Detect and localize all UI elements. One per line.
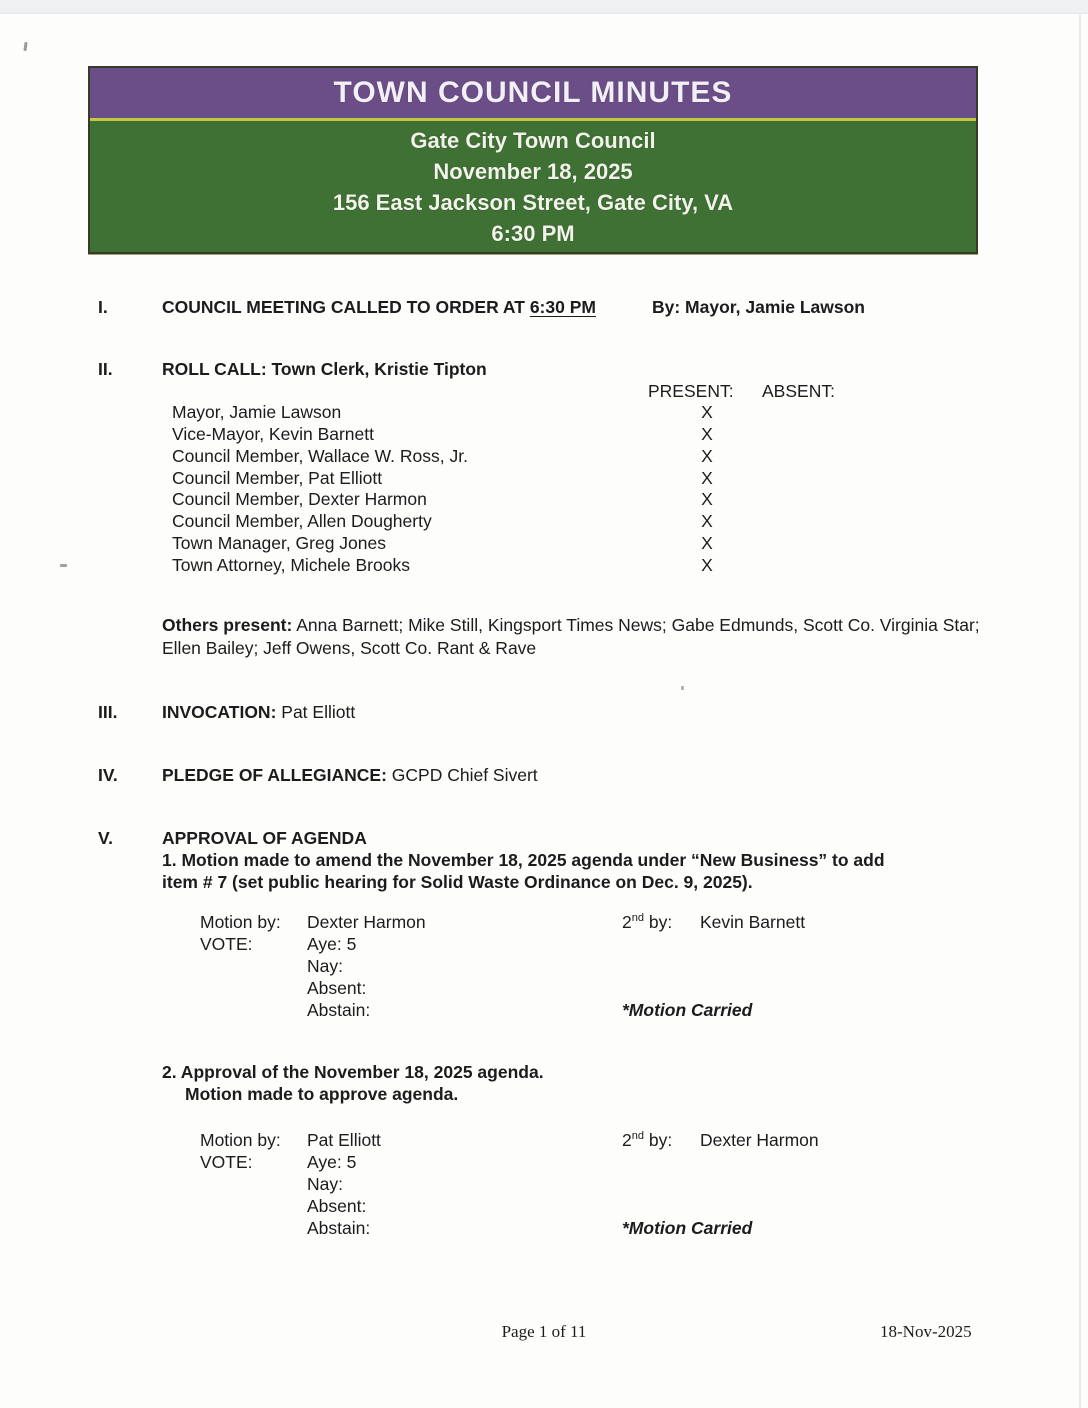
vote-absent: Absent: (307, 1196, 367, 1216)
document-title: TOWN COUNCIL MINUTES (333, 76, 733, 109)
vote-nay: Nay: (307, 956, 343, 976)
second-by-num: 2 (622, 1130, 632, 1150)
others-present (162, 614, 998, 659)
scan-artifact (23, 42, 27, 51)
roll-call-name: Town Attorney, Michele Brooks (172, 555, 410, 575)
present-mark: X (701, 446, 713, 466)
section-1-heading-text: COUNCIL MEETING CALLED TO ORDER AT (162, 297, 530, 317)
others-present-label: Others present: (162, 615, 293, 635)
agenda-item-1-line-2: item # 7 (set public hearing for Solid Waste Ordinance on Dec. 9, 2025). (162, 872, 753, 892)
section-5-heading: APPROVAL OF AGENDA (162, 828, 367, 848)
vote-aye: Aye: 5 (307, 934, 357, 954)
vote-absent: Absent: (307, 978, 367, 998)
roll-call-name: Council Member, Allen Dougherty (172, 511, 432, 531)
roll-call-name: Council Member, Wallace W. Ross, Jr. (172, 446, 468, 466)
second-by-num: 2 (622, 912, 632, 932)
scan-edge-right (1079, 13, 1081, 1408)
present-mark: X (701, 489, 713, 509)
scan-artifact (60, 564, 67, 567)
vote-aye: Aye: 5 (307, 1152, 357, 1172)
agenda-item-2-line-2: Motion made to approve agenda. (185, 1084, 459, 1104)
present-mark: X (701, 468, 713, 488)
second-by-ordinal: nd (631, 912, 644, 925)
section-2-heading: ROLL CALL: Town Clerk, Kristie Tipton (162, 359, 487, 379)
header-banner (88, 66, 978, 254)
present-mark: X (701, 402, 713, 422)
second-by-name: Dexter Harmon (700, 1130, 819, 1150)
agenda-item-2-line-1: 2. Approval of the November 18, 2025 agenda. (162, 1062, 544, 1082)
roll-call-name: Town Manager, Greg Jones (172, 533, 387, 553)
invocation-label: INVOCATION: (162, 702, 277, 722)
section-3-heading (162, 702, 355, 723)
section-2-numeral: II. (98, 359, 113, 379)
present-mark: X (701, 555, 713, 575)
title-banner (90, 68, 976, 121)
others-present-text: Anna Barnett; Mike Still, Kingsport Times News; Gabe Edmunds, Scott Co. Virginia Star; Ellen Bailey; Jeff Owens, Scott Co. Rant & Rave (162, 615, 980, 658)
roll-call-name: Mayor, Jamie Lawson (172, 402, 342, 422)
section-4-heading (162, 765, 538, 786)
meeting-org: Gate City Town Council (410, 128, 656, 153)
present-column-label: PRESENT: (648, 381, 734, 401)
scan-edge-top (0, 0, 1088, 14)
absent-column-label: ABSENT: (762, 381, 835, 401)
second-by-name: Kevin Barnett (700, 912, 806, 932)
agenda-item-1-line-1: 1. Motion made to amend the November 18, 2025 agenda under “New Business” to add (162, 850, 885, 870)
second-by-text: by: (643, 912, 673, 932)
pledge-label: PLEDGE OF ALLEGIANCE: (162, 765, 387, 785)
motion-result: *Motion Carried (622, 1000, 753, 1020)
present-mark: X (701, 511, 713, 531)
second-by-text: by: (643, 1130, 673, 1150)
meeting-address: 156 East Jackson Street, Gate City, VA (332, 190, 734, 215)
meeting-time: 6:30 PM (491, 221, 575, 246)
motion-by-label: Motion by: (200, 912, 281, 932)
vote-abstain: Abstain: (307, 1218, 371, 1238)
meeting-date: November 18, 2025 (433, 159, 633, 184)
vote-label: VOTE: (200, 1152, 253, 1172)
motion-by-name: Pat Elliott (307, 1130, 381, 1150)
vote-label: VOTE: (200, 934, 253, 954)
roll-call-name: Council Member, Dexter Harmon (172, 489, 427, 509)
scan-artifact (681, 686, 684, 690)
section-1-heading (162, 297, 596, 318)
meeting-time-underlined: 6:30 PM (529, 297, 596, 317)
motion-result: *Motion Carried (622, 1218, 753, 1238)
page-number: Page 1 of 11 (501, 1322, 587, 1341)
motion-by-name: Dexter Harmon (307, 912, 426, 932)
footer-date: 18-Nov-2025 (880, 1322, 972, 1341)
second-by-label (622, 912, 672, 933)
second-by-ordinal: nd (631, 1130, 644, 1143)
roll-call-name: Vice-Mayor, Kevin Barnett (172, 424, 374, 444)
present-mark: X (701, 424, 713, 444)
section-5-numeral: V. (98, 828, 113, 848)
present-mark: X (701, 533, 713, 553)
invocation-person: Pat Elliott (276, 702, 356, 722)
section-4-numeral: IV. (98, 765, 118, 785)
called-by-text: By: Mayor, Jamie Lawson (652, 297, 865, 317)
vote-abstain: Abstain: (307, 1000, 371, 1020)
motion-by-label: Motion by: (200, 1130, 281, 1150)
section-3-numeral: III. (98, 702, 118, 722)
roll-call-name: Council Member, Pat Elliott (172, 468, 383, 488)
vote-nay: Nay: (307, 1174, 343, 1194)
pledge-person: GCPD Chief Sivert (386, 765, 538, 785)
meeting-info-banner (90, 121, 976, 252)
second-by-label (622, 1130, 672, 1151)
section-1-numeral: I. (98, 297, 108, 317)
